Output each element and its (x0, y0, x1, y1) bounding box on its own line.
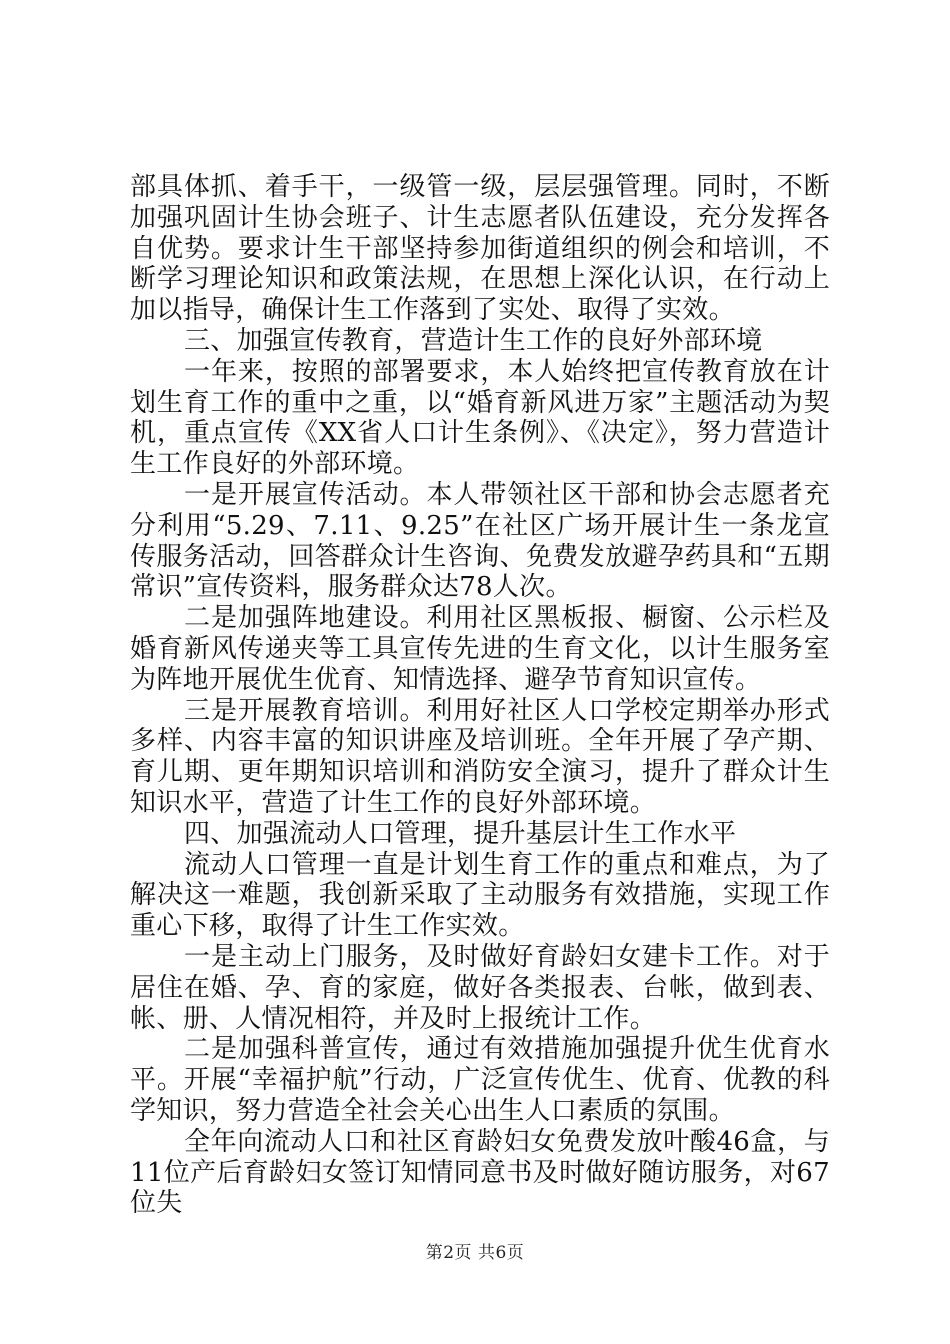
paragraph: 全年向流动人口和社区育龄妇女免费发放叶酸46盒，与11位产后育龄妇女签订知情同意书及时做好随访服务，对67位失 (130, 1126, 830, 1219)
paragraph: 二是加强科普宣传，通过有效措施加强提升优生优育水平。开展“幸福护航”行动，广泛宣传优生、优育、优教的科学知识，努力营造全社会关心出生人口素质的氛围。 (130, 1034, 830, 1126)
paragraph-continuation: 部具体抓、着手干，一级管一级，层层强管理。同时，不断加强巩固计生协会班子、计生志愿者队伍建设，充分发挥各自优势。要求计生干部坚持参加街道组织的例会和培训，不断学习理论知识和政策法规，在思想上深化认识，在行动上加以指导，确保计生工作落到了实处、取得了实效。 (130, 172, 830, 326)
document-body (130, 172, 830, 1219)
section-heading-3: 三、加强宣传教育，营造计生工作的良好外部环境 (184, 325, 763, 356)
paragraph: 一年来，按照的部署要求，本人始终把宣传教育放在计划生育工作的重中之重，以“婚育新风进万家”主题活动为契机，重点宣传《XX省人口计生条例》、《决定》，努力营造计生工作良好的外部环境。 (130, 356, 830, 480)
paragraph: 流动人口管理一直是计划生育工作的重点和难点，为了解决这一难题，我创新采取了主动服务有效措施，实现工作重心下移，取得了计生工作实效。 (130, 849, 830, 942)
page-number-footer: 第2页 共6页 (425, 1243, 525, 1263)
section-heading-4: 四、加强流动人口管理，提升基层计生工作水平 (184, 818, 737, 849)
paragraph: 一是主动上门服务，及时做好育龄妇女建卡工作。对于居住在婚、孕、育的家庭，做好各类报表、台帐，做到表、帐、册、人情况相符，并及时上报统计工作。 (130, 941, 830, 1034)
paragraph: 一是开展宣传活动。本人带领社区干部和协会志愿者充分利用“5.29、7.11、9.25”在社区广场开展计生一条龙宣传服务活动，回答群众计生咨询、免费发放避孕药具和“五期常识”宣传资料，服务群众达78人次。 (130, 479, 830, 603)
paragraph: 二是加强阵地建设。利用社区黑板报、橱窗、公示栏及婚育新风传递夹等工具宣传先进的生育文化，以计生服务室为阵地开展优生优育、知情选择、避孕节育知识宣传。 (130, 603, 830, 695)
paragraph: 三是开展教育培训。利用好社区人口学校定期举办形式多样、内容丰富的知识讲座及培训班。全年开展了孕产期、育儿期、更年期知识培训和消防安全演习，提升了群众计生知识水平，营造了计生工作的良好外部环境。 (130, 695, 830, 818)
